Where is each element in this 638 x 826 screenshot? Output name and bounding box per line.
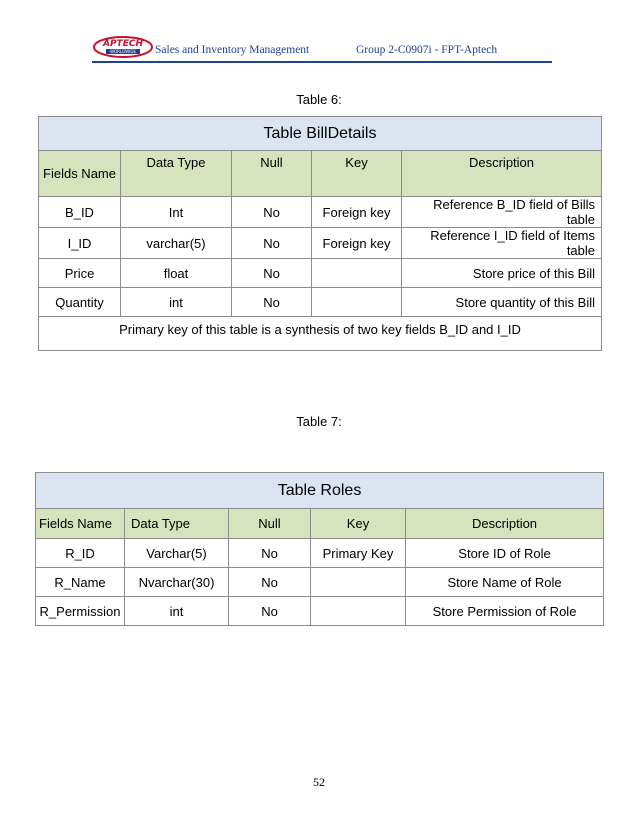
aptech-logo xyxy=(92,35,154,59)
table-row xyxy=(39,197,602,228)
column-header: Description xyxy=(402,151,602,197)
column-header: Null xyxy=(229,509,311,539)
table-cell: Primary Key xyxy=(311,539,406,568)
table-row xyxy=(39,228,602,259)
column-header: Data Type xyxy=(125,509,229,539)
table-cell: Price xyxy=(39,259,121,288)
table-cell xyxy=(311,597,406,626)
table-cell: Foreign key xyxy=(312,228,402,259)
column-header: Fields Name xyxy=(36,509,125,539)
table-cell: No xyxy=(229,568,311,597)
table-cell: Nvarchar(30) xyxy=(125,568,229,597)
table-cell: Foreign key xyxy=(312,197,402,228)
column-header: Null xyxy=(232,151,312,197)
table-row xyxy=(39,259,602,288)
header-group: Group 2-C0907i - FPT-Aptech xyxy=(356,44,498,56)
table-cell: Reference B_ID field of Bills table xyxy=(402,197,602,228)
table-cell: R_Permission xyxy=(36,597,125,626)
table-cell: int xyxy=(121,288,232,317)
table-cell: Varchar(5) xyxy=(125,539,229,568)
page-header xyxy=(92,33,552,65)
table-cell: R_ID xyxy=(36,539,125,568)
table-cell: Store Name of Role xyxy=(406,568,604,597)
table-cell: int xyxy=(125,597,229,626)
table-cell xyxy=(312,288,402,317)
table-row xyxy=(36,597,604,626)
table-cell xyxy=(311,568,406,597)
page-number: 52 xyxy=(313,775,325,789)
table-cell: Int xyxy=(121,197,232,228)
column-header: Description xyxy=(406,509,604,539)
table-row xyxy=(39,288,602,317)
table-cell xyxy=(312,259,402,288)
table-cell: No xyxy=(232,259,312,288)
bill-details-table xyxy=(38,116,602,351)
table-cell: I_ID xyxy=(39,228,121,259)
table-row xyxy=(36,568,604,597)
table-row xyxy=(36,539,604,568)
table6-caption: Table 6: xyxy=(296,92,342,107)
table-footer-note: Primary key of this table is a synthesis of two key fields B_ID and I_ID xyxy=(39,317,602,351)
table7-caption: Table 7: xyxy=(296,414,342,429)
svg-text:WORLDWIDE: WORLDWIDE xyxy=(110,49,136,55)
svg-text:APTECH: APTECH xyxy=(103,39,143,49)
roles-table xyxy=(35,472,604,626)
table-cell: Store price of this Bill xyxy=(402,259,602,288)
table-cell: Quantity xyxy=(39,288,121,317)
column-header: Key xyxy=(311,509,406,539)
table-title: Table Roles xyxy=(36,473,604,509)
table-cell: No xyxy=(232,197,312,228)
table-cell: Store quantity of this Bill xyxy=(402,288,602,317)
column-header: Fields Name xyxy=(39,151,121,197)
table-cell: No xyxy=(232,288,312,317)
table-cell: B_ID xyxy=(39,197,121,228)
table-cell: float xyxy=(121,259,232,288)
column-header: Data Type xyxy=(121,151,232,197)
header-title: Sales and Inventory Management xyxy=(155,44,310,56)
table-cell: No xyxy=(229,597,311,626)
header-divider xyxy=(92,61,552,63)
table-cell: No xyxy=(232,228,312,259)
table-cell: Store Permission of Role xyxy=(406,597,604,626)
table-cell: varchar(5) xyxy=(121,228,232,259)
column-header: Key xyxy=(312,151,402,197)
table-cell: R_Name xyxy=(36,568,125,597)
table-cell: Store ID of Role xyxy=(406,539,604,568)
table-title: Table BillDetails xyxy=(39,117,602,151)
table-cell: Reference I_ID field of Items table xyxy=(402,228,602,259)
table-cell: No xyxy=(229,539,311,568)
